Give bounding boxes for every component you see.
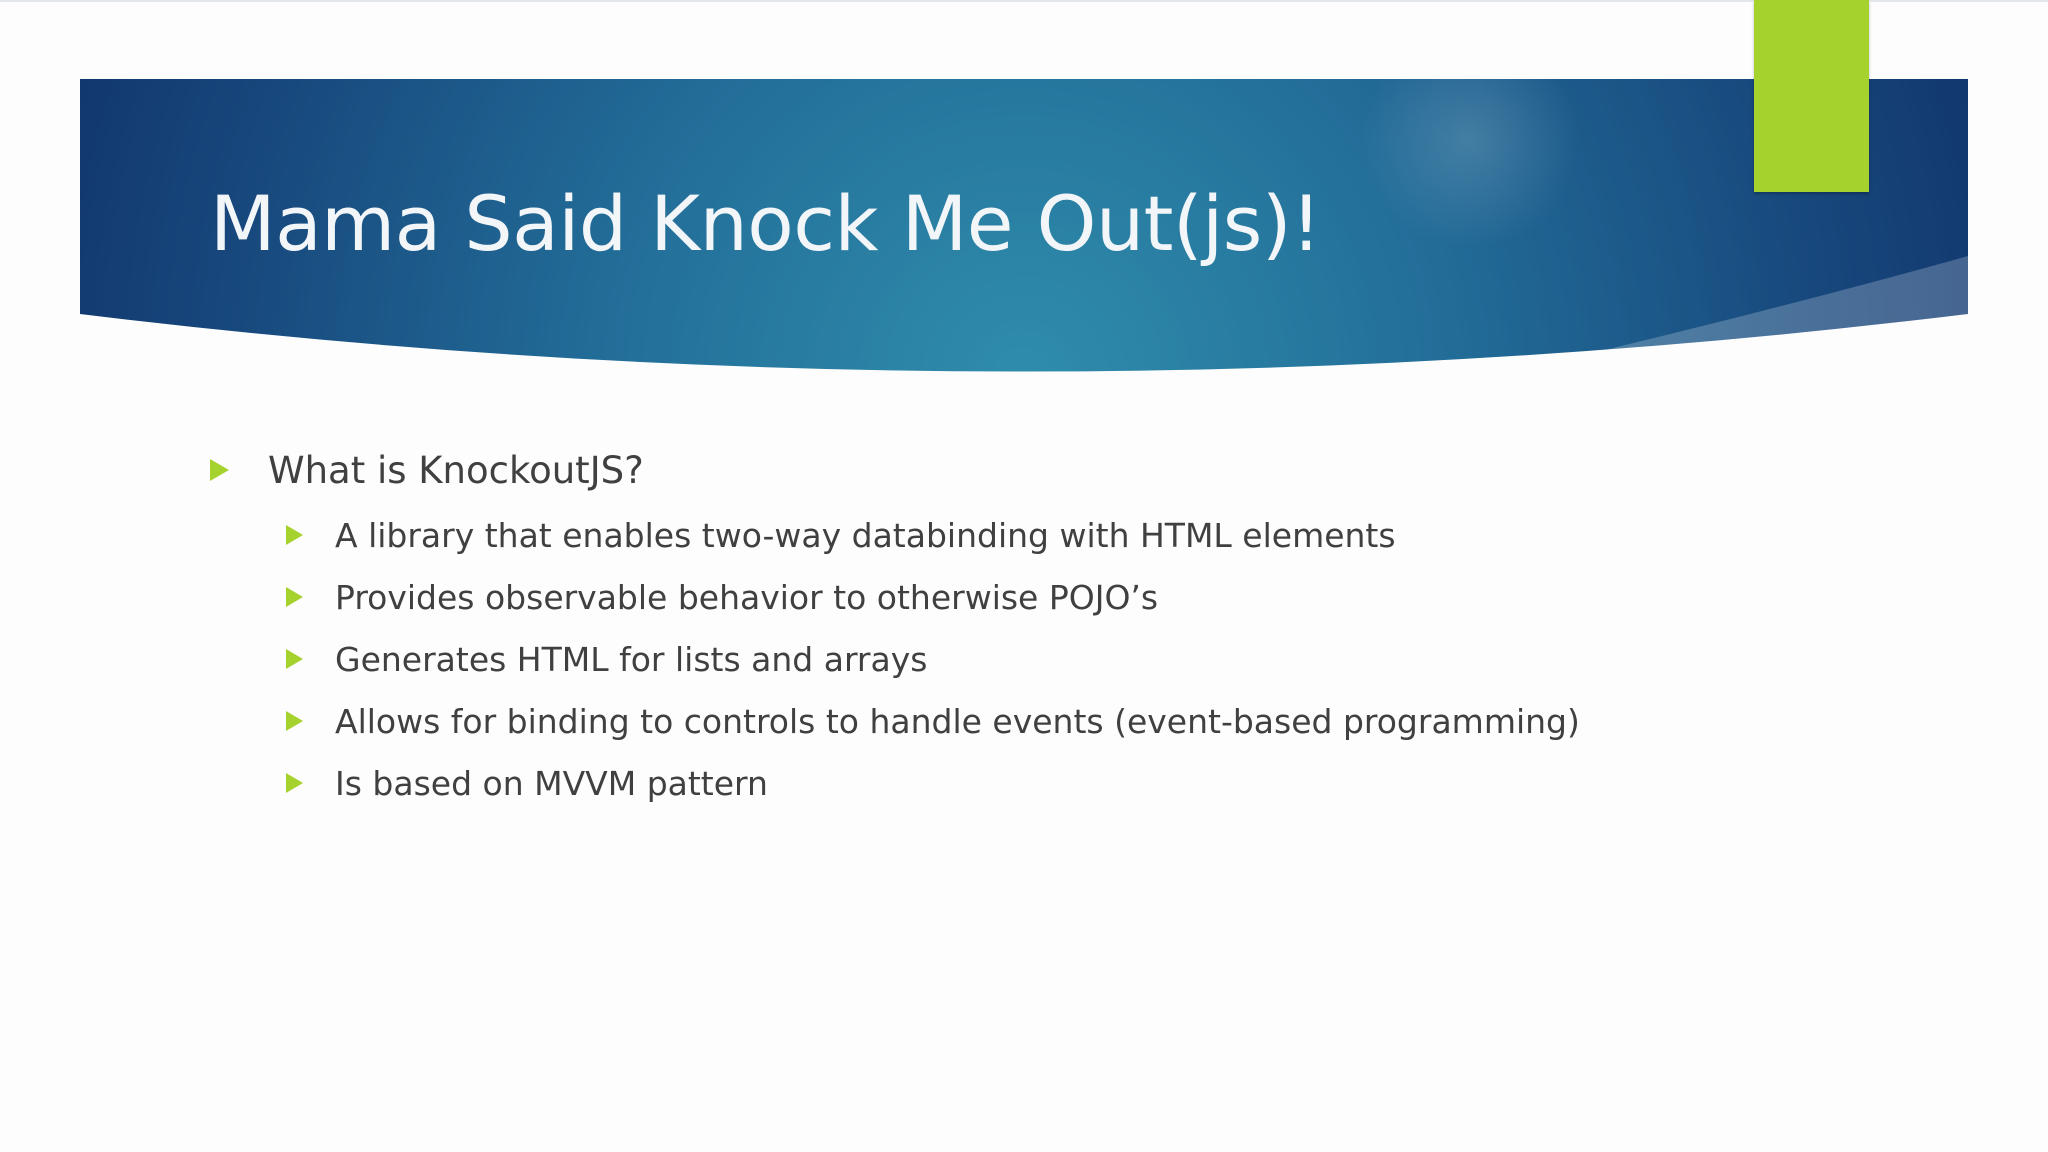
sub-bullet-text: A library that enables two-way databinding with HTML elements: [335, 515, 1396, 555]
sub-bullet-text: Is based on MVVM pattern: [335, 763, 768, 803]
sub-bullet-item: [286, 575, 1158, 619]
bullet-arrow-icon: [286, 525, 303, 545]
slide-title: Mama Said Knock Me Out(js)!: [210, 179, 1321, 268]
sub-bullet-item: [286, 699, 1580, 743]
bullet-arrow-icon: [286, 649, 303, 669]
bullet-item: [210, 446, 644, 494]
bullet-text: What is KnockoutJS?: [268, 448, 644, 492]
bullet-arrow-icon: [286, 711, 303, 731]
sub-bullet-item: [286, 637, 927, 681]
accent-tab: [1754, 0, 1869, 192]
bullet-arrow-icon: [210, 459, 229, 481]
sub-bullet-item: [286, 761, 768, 805]
bullet-arrow-icon: [286, 587, 303, 607]
sub-bullet-text: Provides observable behavior to otherwise POJO’s: [335, 577, 1159, 617]
sub-bullet-text: Generates HTML for lists and arrays: [335, 639, 928, 679]
sub-bullet-text: Allows for binding to controls to handle events (event-based programming): [335, 701, 1580, 741]
top-divider: [0, 0, 2048, 2]
sub-bullet-item: [286, 513, 1396, 557]
bullet-arrow-icon: [286, 773, 303, 793]
